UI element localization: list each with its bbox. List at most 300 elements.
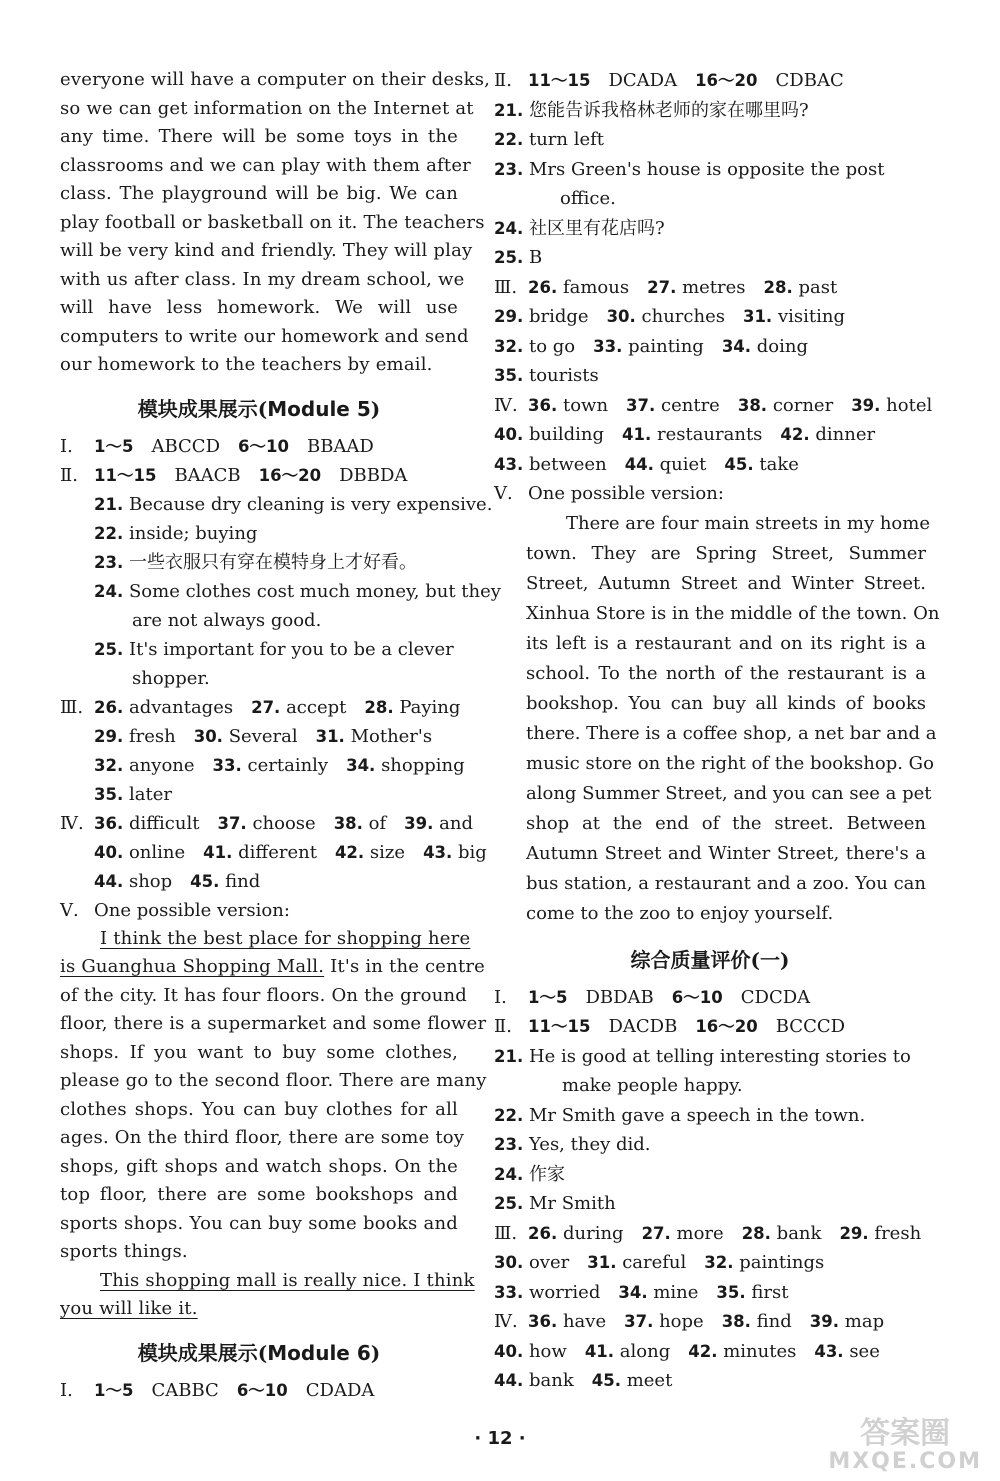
answer: meet: [626, 1370, 673, 1391]
q-num: 31.: [315, 726, 345, 746]
q-num: 29.: [839, 1223, 869, 1243]
essay-text: It's in the centre: [324, 956, 486, 977]
q-text: Some clothes cost much money, but they: [128, 580, 501, 602]
range: 6～10: [238, 436, 289, 456]
answer: between: [528, 453, 607, 475]
answer: hotel: [886, 394, 933, 416]
q-num: 22.: [494, 1105, 524, 1125]
watermark-top: 答案圈: [860, 1416, 951, 1451]
t1-q21: [494, 1042, 926, 1072]
q-num: 29.: [94, 726, 124, 746]
answer: hope: [659, 1311, 704, 1332]
passage-line: classrooms and we can play with them after: [60, 154, 471, 176]
q-num: 44.: [624, 454, 654, 474]
answer: town: [562, 394, 609, 416]
q-num: 43.: [814, 1341, 844, 1361]
answer: more: [676, 1222, 724, 1244]
test1-heading: 综合质量评价(一): [630, 947, 790, 972]
q-text: inside; buying: [128, 522, 258, 544]
q-num: 24.: [94, 581, 124, 601]
m6-section-5: [494, 479, 926, 509]
range: 1～5: [528, 987, 568, 1007]
m6-q23: [494, 155, 926, 185]
range: 11～15: [94, 465, 157, 485]
roman-numeral: Ⅳ.: [494, 1311, 518, 1332]
m5-section-3: [60, 693, 465, 809]
passage-end: [60, 66, 491, 380]
answer: online: [128, 841, 186, 863]
q-text: Mrs Green's house is opposite the post: [528, 158, 885, 180]
answer: mine: [653, 1281, 699, 1303]
passage-line: class. The playground will be big. We can: [60, 183, 458, 204]
t1-q21-cont: make people happy.: [562, 1075, 743, 1096]
answer: advantages: [128, 696, 234, 718]
answer: take: [759, 453, 799, 475]
answers: CABBC: [151, 1379, 219, 1401]
heading-cn: 模块成果展示(: [137, 1340, 268, 1365]
m5-q23: [60, 548, 458, 577]
q-num: 38.: [333, 813, 363, 833]
right-column: [494, 66, 940, 1396]
answer: tourists: [528, 365, 599, 386]
range: 1～5: [94, 1380, 134, 1400]
answer-row: [494, 1366, 926, 1396]
answer: corner: [772, 394, 834, 416]
range: 16～20: [695, 71, 758, 90]
m6-q25: [494, 243, 926, 273]
q-num: 35.: [716, 1282, 746, 1302]
answer: bank: [776, 1222, 822, 1244]
q-num: 32.: [494, 336, 524, 356]
q-num: 38.: [721, 1312, 751, 1331]
essay-text: I think the best place for shopping here: [100, 927, 471, 949]
q-text: 作家: [528, 1163, 565, 1185]
answer: metres: [682, 276, 746, 298]
answer: see: [849, 1340, 880, 1362]
q-num: 40.: [494, 1341, 524, 1361]
m6-section-3: [494, 273, 926, 391]
t1-q22: [494, 1101, 926, 1131]
t1-q23: [494, 1130, 926, 1160]
essay-line: bus station, a restaurant and a zoo. You can: [526, 872, 926, 894]
essay-line: [60, 1267, 475, 1296]
q-num: 39.: [851, 395, 881, 415]
roman-numeral: Ⅴ.: [60, 899, 79, 921]
q-num: 36.: [94, 813, 124, 833]
m5-q25: [60, 635, 458, 664]
answer-row: [60, 751, 465, 780]
q-num: 40.: [494, 425, 524, 444]
roman-numeral: Ⅳ.: [60, 812, 84, 834]
answer-row: [60, 838, 487, 867]
essay-line: along Summer Street, and you can see a pet: [526, 782, 932, 804]
essay-line: Xinhua Store is in the middle of the town. On: [526, 602, 940, 624]
m6-section-4: [494, 391, 933, 480]
answer: famous: [562, 276, 630, 298]
m6-q23-cont: office.: [560, 188, 616, 209]
q-num: 45.: [724, 454, 754, 474]
roman-numeral: Ⅳ.: [494, 394, 518, 416]
answer: later: [128, 783, 172, 805]
answer: bridge: [528, 306, 589, 327]
essay-line: bookshop. You can buy all kinds of books: [526, 692, 926, 714]
answer-row: [60, 867, 458, 896]
answer: shopping: [381, 754, 465, 776]
q-num: 28.: [763, 277, 793, 297]
m5-q24-cont: are not always good.: [132, 609, 322, 631]
m5-section-5: [60, 896, 458, 925]
roman-numeral: Ⅰ.: [494, 986, 507, 1008]
answers: DCADA: [608, 70, 678, 91]
q-num: 36.: [528, 1312, 558, 1331]
answer-row: [60, 722, 458, 751]
q-num: 34.: [721, 336, 752, 356]
t1-section-3: [494, 1219, 926, 1308]
q-text: Because dry cleaning is very expensive.: [128, 493, 493, 515]
q-num: 29.: [494, 307, 524, 326]
essay-line: of the city. It has four floors. On the ground: [60, 984, 468, 1006]
m5-q21: [60, 490, 493, 519]
heading-cn: 模块成果展示(: [137, 396, 268, 421]
essay-line: [60, 925, 471, 954]
q-num: 33.: [494, 1282, 524, 1302]
answer: dinner: [815, 424, 876, 445]
q-num: 26.: [528, 277, 558, 297]
essay-line: sports things.: [60, 1241, 188, 1262]
answers: DBDAB: [585, 986, 654, 1008]
essay-text: This shopping mall is really nice. I think: [100, 1269, 475, 1291]
m5-q25-cont: shopper.: [132, 667, 210, 689]
answer: paintings: [739, 1252, 825, 1273]
section-label: One possible version:: [528, 483, 724, 504]
essay-line: music store on the right of the bookshop. Go: [526, 752, 934, 774]
t1-q25: [494, 1189, 926, 1219]
m5-q24: [60, 577, 501, 606]
t1-section-4: [494, 1307, 926, 1396]
answer-row: [494, 391, 933, 421]
passage-line: our homework to the teachers by email.: [60, 354, 433, 375]
range: 6～10: [236, 1380, 288, 1400]
q-num: 37.: [626, 395, 656, 415]
q-num: 41.: [203, 842, 233, 862]
essay-line: [60, 953, 486, 982]
q-num: 33.: [593, 336, 623, 356]
answers: DBBDA: [339, 464, 408, 486]
answers: CDCDA: [740, 986, 811, 1008]
answer: certainly: [247, 754, 329, 776]
q-num: 21.: [94, 494, 124, 514]
answer-row: [494, 450, 926, 480]
answer-row: [494, 1219, 926, 1249]
q-num: 21.: [494, 100, 524, 120]
m5-section-1: [60, 432, 458, 461]
roman-numeral: Ⅲ.: [494, 276, 518, 298]
answer: find: [225, 870, 261, 892]
answer: Several: [228, 725, 298, 747]
essay-line: shops, gift shops and watch shops. On the: [60, 1155, 458, 1177]
q-num: 28.: [364, 697, 394, 717]
q-num: 35.: [494, 366, 524, 385]
answer: minutes: [723, 1340, 797, 1362]
roman-numeral: Ⅲ.: [60, 696, 84, 718]
q-text: 社区里有花店吗?: [528, 217, 665, 239]
answer: map: [844, 1311, 885, 1332]
q-num: 35.: [94, 784, 124, 804]
q-num: 42.: [688, 1341, 718, 1361]
essay-line: please go to the second floor. There are many: [60, 1070, 487, 1091]
q-num: 31.: [742, 307, 773, 326]
answer: along: [619, 1340, 671, 1362]
answer: find: [756, 1311, 792, 1332]
page-number: · 12 ·: [474, 1428, 526, 1449]
answer: restaurants: [656, 424, 763, 445]
answer: churches: [641, 306, 725, 327]
m6-q21: [494, 96, 926, 126]
range: 1～5: [94, 436, 134, 456]
watermark: [828, 1416, 982, 1476]
q-text: Yes, they did.: [528, 1134, 651, 1155]
answer-row: [494, 273, 926, 303]
essay-line: shop at the end of the street. Between: [526, 812, 926, 834]
range: 16～20: [695, 1017, 758, 1036]
q-num: 23.: [494, 1135, 524, 1154]
q-num: 44.: [94, 871, 124, 891]
q-num: 30.: [494, 1253, 524, 1272]
answer: anyone: [128, 754, 195, 776]
q-text: 一些衣服只有穿在模特身上才好看。: [128, 551, 417, 573]
q-num: 25.: [494, 1194, 524, 1213]
q-text: It's important for you to be a clever: [128, 638, 454, 660]
passage-line: everyone will have a computer on their desks,: [60, 69, 491, 90]
range: 16～20: [258, 465, 322, 485]
answer: painting: [628, 335, 704, 357]
essay-line: top floor, there are some bookshops and: [60, 1184, 458, 1205]
roman-numeral: Ⅱ.: [494, 70, 512, 91]
m5-section-2: [60, 461, 458, 490]
q-text: Mr Smith gave a speech in the town.: [528, 1104, 866, 1126]
passage-line: play football or basketball on it. The teachers: [60, 211, 485, 233]
answer: Paying: [399, 696, 461, 718]
answer: size: [369, 841, 406, 863]
q-num: 21.: [494, 1046, 524, 1066]
q-num: 37.: [624, 1312, 654, 1331]
roman-numeral: Ⅰ.: [60, 435, 73, 457]
essay-line: sports shops. You can buy some books and: [60, 1212, 458, 1234]
q-num: 25.: [494, 248, 524, 267]
left-column: [60, 66, 501, 1405]
answer: of: [368, 812, 387, 834]
answer: and: [439, 812, 473, 834]
q-num: 45.: [190, 871, 220, 891]
answer: during: [562, 1222, 624, 1244]
q-num: 39.: [404, 813, 434, 833]
passage-line: with us after class. In my dream school, we: [60, 268, 465, 290]
m6-q22: [494, 125, 926, 155]
roman-numeral: Ⅱ.: [60, 464, 78, 486]
answer: have: [562, 1311, 607, 1332]
answer: quiet: [659, 453, 707, 475]
answer-row: [494, 420, 926, 450]
range: 6～10: [671, 987, 723, 1007]
essay-line: There are four main streets in my home: [566, 512, 930, 534]
roman-numeral: Ⅲ.: [494, 1222, 518, 1244]
essay-line: [60, 1295, 458, 1324]
q-num: 41.: [622, 425, 652, 444]
answers: ABCCD: [151, 435, 221, 457]
answer-row: [494, 302, 926, 332]
essay-line: ages. On the third floor, there are some toy: [60, 1127, 465, 1148]
answer: over: [528, 1252, 570, 1273]
passage-line: computers to write our homework and send: [60, 325, 469, 347]
essay-line: come to the zoo to enjoy yourself.: [526, 902, 834, 924]
answer-row: [494, 1278, 926, 1308]
heading-close: ): [370, 396, 381, 421]
q-num: 27.: [641, 1223, 671, 1243]
answer-row: [494, 361, 926, 391]
answer: choose: [252, 812, 316, 834]
answer-row: [494, 1248, 926, 1278]
essay-line: there. There is a coffee shop, a net bar and a: [526, 722, 937, 744]
answer: different: [238, 841, 317, 863]
roman-numeral: Ⅴ.: [494, 483, 513, 504]
answer: Mother's: [350, 725, 433, 747]
q-num: 41.: [584, 1341, 615, 1361]
q-num: 24.: [494, 218, 524, 238]
q-text: 您能告诉我格林老师的家在哪里吗?: [528, 99, 809, 121]
answer: worried: [528, 1281, 601, 1303]
answer: bank: [528, 1370, 574, 1391]
passage-line: will be very kind and friendly. They will play: [60, 240, 473, 261]
range: 11～15: [528, 71, 591, 90]
q-num: 23.: [494, 159, 524, 179]
answer-row: [494, 1307, 926, 1337]
essay-line: town. They are Spring Street, Summer: [526, 542, 926, 564]
passage-line: so we can get information on the Internet at: [60, 97, 474, 119]
q-num: 39.: [809, 1312, 840, 1331]
m6-section-2: [494, 66, 926, 96]
q-num: 42.: [334, 842, 365, 862]
m6-q24: [494, 214, 926, 244]
q-num: 26.: [94, 697, 124, 717]
answer: first: [751, 1281, 789, 1303]
m6-section-1: [60, 1376, 458, 1405]
essay-text: you will like it.: [60, 1298, 198, 1319]
roman-numeral: Ⅱ.: [494, 1016, 512, 1037]
q-num: 33.: [212, 755, 242, 775]
heading-close: ): [370, 1340, 381, 1365]
answer: difficult: [128, 812, 200, 834]
m5-essay: [60, 925, 487, 1324]
answers: CDBAC: [775, 70, 844, 91]
q-num: 37.: [217, 813, 247, 833]
answer-row: [60, 809, 473, 838]
heading-en: Module 6: [267, 1340, 371, 1365]
q-num: 34.: [346, 755, 376, 775]
q-num: 45.: [591, 1371, 621, 1390]
essay-line: its left is a restaurant and on its right is a: [526, 632, 926, 654]
answer: how: [528, 1340, 567, 1362]
q-num: 31.: [587, 1253, 617, 1272]
q-num: 42.: [780, 425, 810, 444]
answer: fresh: [874, 1222, 922, 1244]
q-num: 43.: [494, 454, 524, 474]
answers: DACDB: [608, 1016, 678, 1037]
q-num: 22.: [94, 523, 124, 543]
module6-heading: [60, 1330, 458, 1376]
answer: centre: [661, 394, 720, 416]
answer: past: [798, 276, 838, 298]
q-num: 22.: [494, 130, 524, 149]
m5-q22: [60, 519, 458, 548]
q-num: 30.: [606, 307, 636, 326]
q-num: 44.: [494, 1371, 524, 1390]
module5-heading: [60, 386, 458, 432]
passage-line: will have less homework. We will use: [60, 297, 458, 318]
q-num: 32.: [94, 755, 124, 775]
q-num: 34.: [618, 1282, 648, 1302]
t1-section-1: [494, 983, 926, 1013]
q-num: 25.: [94, 639, 124, 659]
q-num: 23.: [94, 552, 124, 572]
essay-line: clothes shops. You can buy clothes for all: [60, 1098, 458, 1120]
q-num: 32.: [704, 1253, 734, 1272]
passage-line: any time. There will be some toys in the: [60, 126, 458, 147]
q-num: 38.: [737, 395, 768, 415]
q-num: 40.: [94, 842, 124, 862]
answer: visiting: [777, 306, 845, 327]
q-text: He is good at telling interesting stories to: [528, 1045, 911, 1067]
q-num: 43.: [423, 842, 453, 862]
roman-numeral: Ⅰ.: [60, 1379, 73, 1401]
answers: BBAAD: [306, 435, 374, 457]
answer: big: [458, 841, 487, 863]
answer-row: [60, 780, 458, 809]
range: 11～15: [528, 1017, 591, 1036]
answer: fresh: [128, 725, 176, 747]
answer: careful: [622, 1252, 687, 1273]
heading-en: Module 5: [267, 396, 371, 421]
t1-section-2: [494, 1012, 926, 1042]
watermark-bottom: MXQE.COM: [828, 1449, 982, 1474]
q-num: 27.: [647, 277, 677, 297]
answer: building: [528, 424, 604, 445]
m6-essay: [494, 509, 940, 929]
answer: shop: [128, 870, 173, 892]
answers: BCCCD: [775, 1016, 846, 1037]
answer-row: [494, 1337, 926, 1367]
q-num: 28.: [741, 1223, 771, 1243]
q-num: 27.: [251, 697, 281, 717]
q-text: B: [528, 247, 543, 268]
answer-row: [494, 332, 926, 362]
essay-line: school. To the north of the restaurant is a: [526, 662, 926, 684]
q-num: 26.: [528, 1223, 558, 1243]
answers: BAACB: [174, 464, 241, 486]
t1-q24: [494, 1160, 926, 1190]
essay-line: floor, there is a supermarket and some flower: [60, 1013, 487, 1034]
section-label: One possible version:: [94, 899, 290, 921]
essay-line: Street, Autumn Street and Winter Street.: [526, 572, 926, 594]
answer: accept: [286, 696, 347, 718]
m5-section-4: [60, 809, 487, 896]
answers: CDADA: [305, 1379, 375, 1401]
essay-text: is Guanghua Shopping Mall.: [60, 956, 325, 977]
q-text: Mr Smith: [528, 1193, 616, 1214]
answer: to go: [528, 335, 576, 357]
essay-line: shops. If you want to buy some clothes,: [60, 1041, 458, 1063]
q-num: 36.: [528, 395, 558, 415]
q-num: 24.: [494, 1164, 524, 1184]
